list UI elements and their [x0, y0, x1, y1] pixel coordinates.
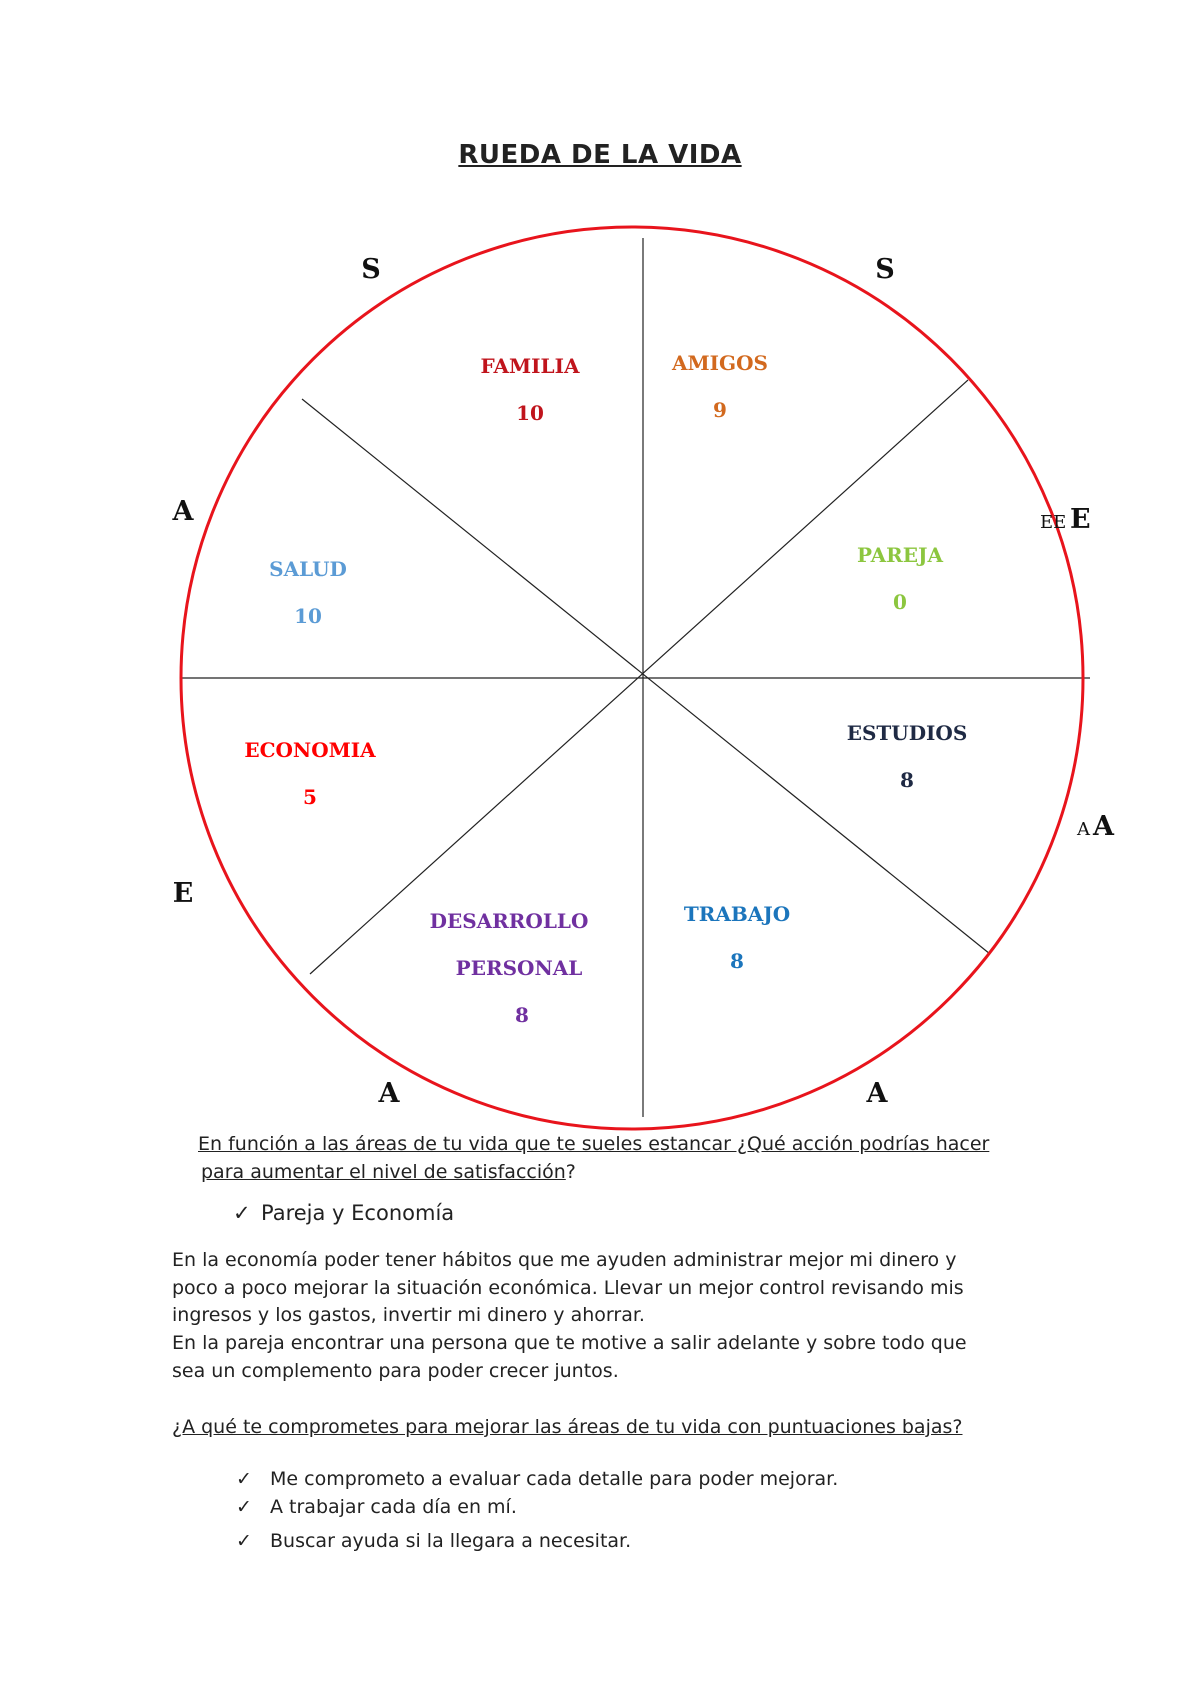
paragraph-line: En la pareja encontrar una persona que te motive a salir adelante y sobre todo que: [172, 1332, 967, 1354]
sector-desarrollo-label: DESARROLLO: [429, 909, 589, 933]
paragraph-line: En la economía poder tener hábitos que me ayuden administrar mejor mi dinero y: [172, 1249, 957, 1271]
sector-salud-label: SALUD: [269, 557, 347, 581]
sector-familia-label: FAMILIA: [480, 354, 580, 378]
checkmark-icon: ✓: [233, 1201, 251, 1225]
sector-personal-label: PERSONAL: [455, 956, 583, 980]
outer-letter-bottom-right: A: [866, 1078, 888, 1109]
question-2: ¿A qué te comprometes para mejorar las áreas de tu vida con puntuaciones bajas?: [172, 1416, 963, 1438]
sector-economia-score: 5: [303, 785, 317, 809]
sector-trabajo-label: TRABAJO: [683, 902, 791, 926]
sector-amigos-score: 9: [713, 398, 727, 422]
outer-letter-top-left: S: [361, 254, 381, 285]
outer-letter-right-upper: E: [1070, 504, 1091, 535]
sector-pareja-score: 0: [893, 590, 907, 614]
outer-letter-left-lower: E: [172, 878, 194, 909]
outer-letter-right-lower: A: [1093, 811, 1114, 842]
sector-salud-score: 10: [294, 604, 322, 628]
list-item-text: A trabajar cada día en mí.: [270, 1496, 517, 1518]
question-1-line-2-tail: ?: [565, 1161, 576, 1183]
outer-letter-left-upper: A: [172, 496, 194, 527]
answer-paragraph-economia: [172, 1247, 1032, 1330]
wheel-divider-diagonal-a: [302, 399, 990, 954]
wheel-divider-diagonal-b: [310, 380, 968, 974]
question-1-line-1: En función a las áreas de tu vida que te sueles estancar ¿Qué acción podrías hacer: [198, 1133, 990, 1155]
answer-paragraph-pareja: [172, 1330, 1032, 1385]
paragraph-line: poco a poco mejorar la situación económica. Llevar un mejor control revisando mis: [172, 1276, 964, 1299]
checkmark-icon: ✓: [236, 1496, 252, 1518]
list-item-text: Buscar ayuda si la llegara a necesitar.: [270, 1530, 632, 1552]
sector-pareja-label: PAREJA: [857, 543, 943, 567]
commitments-list: [236, 1465, 838, 1555]
outer-letter-right-upper-small: EE: [1040, 512, 1067, 533]
list-item: [236, 1527, 838, 1555]
outer-letter-right-lower-small: A: [1077, 819, 1090, 840]
sector-desarrollo-score: 8: [515, 1003, 529, 1027]
question-1-line-2: [201, 1158, 576, 1186]
sector-familia-score: 10: [516, 401, 544, 425]
outer-letter-top-right: S: [875, 254, 895, 285]
sector-trabajo-score: 8: [730, 949, 744, 973]
sector-economia-label: ECONOMIA: [244, 738, 376, 762]
checkmark-icon: ✓: [236, 1530, 252, 1552]
list-item-text: Me comprometo a evaluar cada detalle para poder mejorar.: [270, 1468, 839, 1490]
question-1-line-2-text: para aumentar el nivel de satisfacción: [201, 1161, 566, 1183]
sector-estudios-label: ESTUDIOS: [846, 721, 968, 745]
answer-heading: [233, 1199, 454, 1227]
paragraph-line: sea un complemento para poder crecer juntos.: [172, 1359, 619, 1382]
answer-heading-text: Pareja y Economía: [261, 1201, 455, 1225]
list-item: [236, 1493, 838, 1521]
list-item: [236, 1465, 838, 1493]
page-title: RUEDA DE LA VIDA: [458, 140, 742, 170]
sector-estudios-score: 8: [900, 768, 914, 792]
outer-letter-bottom-left: A: [378, 1078, 400, 1109]
sector-amigos-label: AMIGOS: [672, 351, 768, 375]
paragraph-line: ingresos y los gastos, invertir mi dinero y ahorrar.: [172, 1304, 645, 1326]
checkmark-icon: ✓: [236, 1468, 252, 1490]
